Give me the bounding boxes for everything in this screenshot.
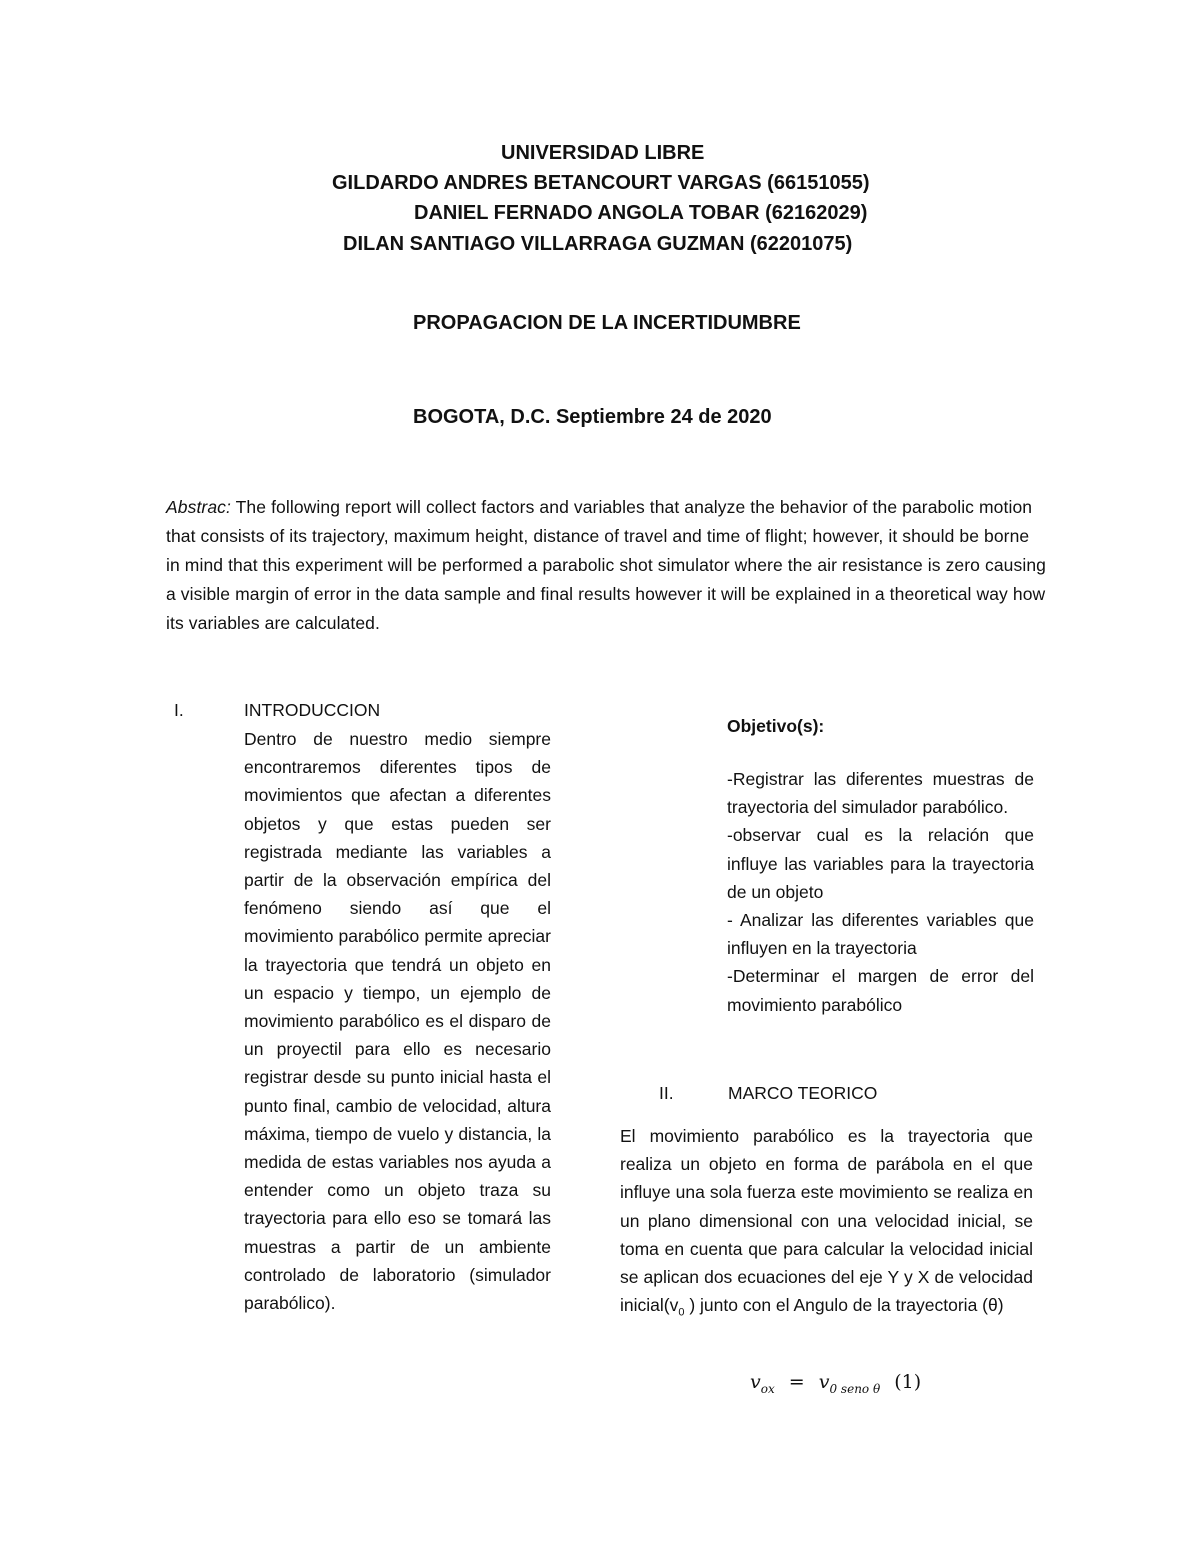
section-2-number: II. <box>659 1083 674 1103</box>
section-2-text-end: ) junto con el Angulo de la trayectoria (θ) <box>684 1295 1004 1316</box>
equation-lhs-sub: ox <box>760 1381 775 1396</box>
section-2-text: El movimiento parabólico es la trayectoria que realiza un objeto en forma de parábola en el que influye una sola fuerza este movimiento se realiza en un plano dimensional con una velocidad inicial, se toma en cuenta que para calcular la velocidad inicial se aplican dos ecuaciones del eje Y y X de velocidad inicial(v <box>620 1126 1033 1316</box>
equation-rhs: v <box>818 1371 830 1393</box>
author-2: DANIEL FERNADO ANGOLA TOBAR (62162029) <box>414 202 868 224</box>
equation-number: (1) <box>894 1371 922 1393</box>
abstract-label: Abstrac: <box>166 497 231 517</box>
objectives-list <box>727 765 1034 1019</box>
author-1: GILDARDO ANDRES BETANCOURT VARGAS (66151055) <box>332 172 870 194</box>
section-1-number: I. <box>174 700 184 720</box>
equation-lhs: v <box>750 1371 761 1393</box>
abstract-paragraph <box>166 493 1046 638</box>
university-name: UNIVERSIDAD LIBRE <box>501 142 705 164</box>
section-1-title: INTRODUCCION <box>244 700 381 720</box>
equation-rhs-sub: 0 seno θ <box>829 1381 881 1396</box>
objective-item: -Registrar las diferentes muestras de trayectoria del simulador parabólico. <box>727 769 1034 818</box>
section-2-body <box>620 1122 1033 1327</box>
equation-equals: = <box>788 1371 805 1393</box>
v0-subscript: 0 <box>678 1306 685 1319</box>
objectives-title: Objetivo(s): <box>727 716 825 736</box>
section-2-title: MARCO TEORICO <box>728 1083 878 1103</box>
equation-1 <box>750 1366 921 1405</box>
objective-item: - Analizar las diferentes variables que influyen en la trayectoria <box>727 910 1034 959</box>
abstract-text: The following report will collect factors and variables that analyze the behavior of the parabolic motion that consists of its trajectory, maximum height, distance of travel and time of flight; however, it should be borne in mind that this experiment will be performed a parabolic shot simulator where the air resistance is zero causing a visible margin of error in the data sample and final results however it will be explained in a theoretical way how its variables are calculated. <box>166 497 1046 633</box>
objective-item: -Determinar el margen de error del movimiento parabólico <box>727 966 1034 1015</box>
document-title: PROPAGACION DE LA INCERTIDUMBRE <box>413 312 801 334</box>
objective-item: -observar cual es la relación que influye las variables para la trayectoria de un objeto <box>727 825 1034 902</box>
section-1-body: Dentro de nuestro medio siempre encontraremos diferentes tipos de movimientos que afectan a diferentes objetos y que estas pueden ser registrada mediante las variables a partir de la observación empírica del fenómeno siendo así que el movimiento parabólico permite apreciar la trayectoria que tendrá un objeto en un espacio y tiempo, un ejemplo de movimiento parabólico es el disparo de un proyectil para ello es necesario registrar desde su punto inicial hasta el punto final, cambio de velocidad, altura máxima, tiempo de vuelo y distancia, la medida de estas variables nos ayuda a entender como un objeto traza su trayectoria para ello eso se tomará las muestras a partir de un ambiente controlado de laboratorio (simulador parabólico). <box>244 729 551 1314</box>
place-date: BOGOTA, D.C. Septiembre 24 de 2020 <box>413 406 772 428</box>
author-3: DILAN SANTIAGO VILLARRAGA GUZMAN (62201075) <box>343 233 853 255</box>
